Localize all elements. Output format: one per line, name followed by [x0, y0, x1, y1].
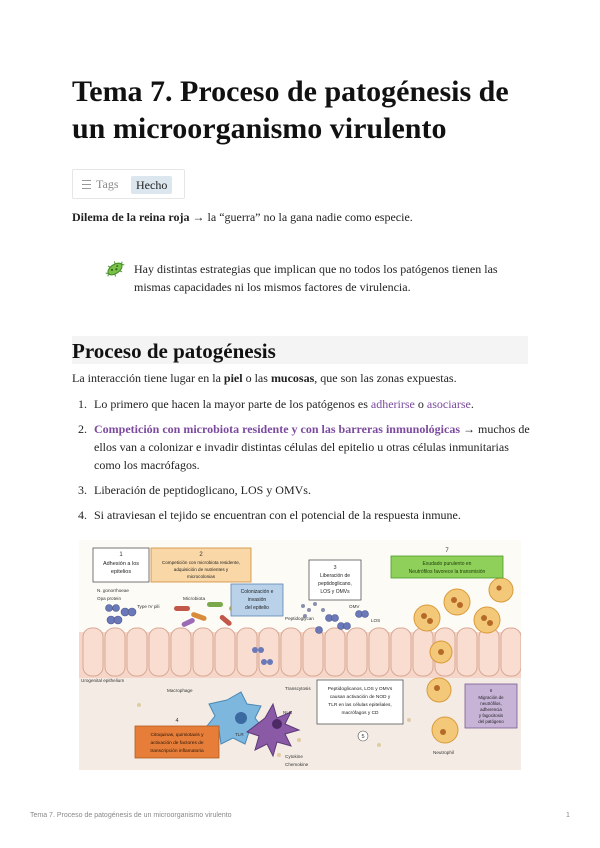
list-item	[72, 420, 532, 474]
fig-lbl-peptidoglycan: Peptidoglycan	[285, 616, 314, 621]
term-asociarse: asociarse	[426, 397, 471, 411]
item-text: Si atraviesan el tejido se encuentran con el potencial de la respuesta inmune.	[94, 508, 461, 522]
pathogenesis-figure	[79, 540, 521, 770]
list-item	[72, 481, 532, 499]
list-number: 3.	[78, 483, 87, 497]
intro-mid: o las	[242, 371, 271, 385]
fig-pep-l1: Peptidoglicanos, LOS y OMVs	[327, 687, 393, 692]
fig-lbl-chemokine: Chemokine	[285, 762, 309, 767]
fig-box1-l1: Adhesión a los	[102, 561, 140, 567]
fig-box6-l1: Migración de	[478, 695, 504, 700]
fig-box6-l3: adherencia	[480, 707, 502, 712]
fig-num5: 5	[361, 734, 365, 740]
dilema-text: la “guerra” no la gana nadie como especie.	[204, 210, 413, 224]
fig-lbl-neutrophil: Neutrophil	[433, 750, 454, 755]
intro-piel: piel	[223, 371, 243, 385]
fig-box4-l3: transcripción inflamatoria	[150, 749, 204, 754]
callout-text: Hay distintas estrategias que implican que no todos los patógenos tienen las mismas capacidades ni los mismos factores de virulencia.	[134, 262, 498, 294]
term-competicion: Competición con microbiota residente y con las barreras inmunológicas	[94, 422, 460, 436]
fig-box3-num: 3	[333, 565, 337, 571]
fig-lbl-omv: OMV	[349, 604, 360, 609]
fig-col-l1: Colonización e	[240, 589, 274, 595]
footer-title: Tema 7. Proceso de patogénesis de un microorganismo virulento	[30, 812, 232, 819]
fig-lbl-los: LOS	[371, 618, 381, 623]
intro-pre: La interacción tiene lugar en la	[72, 371, 224, 385]
fig-box2-l2: adquisición de nutrientes y	[173, 567, 229, 572]
fig-box2-num: 2	[199, 552, 203, 558]
fig-pep-l3: TLR en las células epiteliales,	[328, 703, 392, 708]
fig-col-l2: invasión	[247, 597, 267, 603]
fig-box6-num: 6	[489, 688, 493, 693]
fig-box4-l2: activación de factores de	[150, 741, 204, 746]
fig-lbl-opa: Opa protein	[97, 596, 122, 601]
fig-box6-l2: neutrófilos,	[480, 701, 502, 706]
fig-lbl-gonorrhoeae: N. gonorrhoeae	[97, 588, 129, 593]
fig-lbl-nlr: NLR	[283, 710, 293, 715]
microbe-icon	[104, 258, 126, 280]
fig-lbl-tlr: TLR	[235, 732, 244, 737]
item-text: .	[470, 397, 474, 411]
fig-box6-l5: del patógeno	[478, 719, 504, 724]
item-text: Lo primero que hacen la mayor parte de los patógenos es	[94, 397, 371, 411]
fig-box6-l4: y fagocitosis	[478, 713, 504, 718]
list-item	[72, 395, 532, 413]
tags-label: Tags	[96, 177, 119, 191]
item-text: Liberación de peptidoglicano, LOS y OMVs.	[94, 483, 311, 497]
fig-lbl-epithelium: Urogenital epithelium	[81, 678, 125, 683]
fig-lbl-transcytosis: Transcytosis	[285, 686, 311, 691]
term-adherirse: adherirse	[370, 397, 415, 411]
fig-box4-num: 4	[175, 718, 179, 724]
fig-lbl-macrophage: Macrophage	[167, 688, 193, 693]
dilema-arrow: →	[192, 210, 205, 224]
intro-paragraph	[72, 369, 457, 387]
fig-pep-l4: macrófagos y CD	[341, 711, 379, 716]
list-item	[72, 506, 532, 524]
list-number: 4.	[78, 508, 87, 522]
fig-box1-num: 1	[119, 552, 123, 558]
fig-lbl-cytokine: Cytokine	[285, 754, 303, 759]
fig-col-l3: del epitelio	[245, 605, 269, 611]
item-text: o	[414, 397, 427, 411]
process-list	[72, 395, 532, 531]
intro-post: , que son las zonas expuestas.	[314, 371, 457, 385]
fig-box2-l3: microcolonias	[186, 574, 216, 579]
fig-box3-l3: LOS y OMVs	[320, 589, 350, 595]
fig-lbl-microbiota: Microbiota	[183, 597, 206, 602]
list-number: 1.	[78, 397, 87, 411]
fig-box3-l1: Liberación de	[319, 573, 351, 579]
fig-pep-l2: causan activación de NOD y	[329, 695, 391, 700]
tag-chip[interactable]: Hecho	[131, 176, 172, 194]
footer-page-number: 1	[566, 812, 570, 819]
dilema-term: Dilema de la reina roja	[72, 210, 190, 224]
fig-box3-l2: peptidoglicano,	[318, 581, 352, 587]
list-number: 2.	[78, 422, 87, 436]
dilema-paragraph	[72, 208, 413, 226]
fig-box7-l2: Neutrófilos favorece la transmisión	[408, 569, 486, 575]
fig-box7-l1: Exudado purulento en	[422, 561, 472, 567]
fig-lbl-pili: Type IV pili	[137, 604, 160, 609]
page-title: Tema 7. Proceso de patogénesis de un microorganismo virulento	[72, 75, 509, 145]
item-text: → muchos de ellos van a colonizar e invadir distintas células del epitelio u otras células inmunitarias como los macrófagos.	[94, 422, 530, 472]
intro-mucosas: mucosas	[270, 371, 315, 385]
fig-box1-l2: epitelios	[110, 569, 132, 575]
fig-box7-num: 7	[445, 548, 449, 554]
fig-box2-l1: Competición con microbiota residente,	[161, 560, 241, 565]
section-title: Proceso de patogénesis	[72, 339, 276, 363]
fig-box4-l1: Citoquinas, quimiotaxis y	[150, 733, 204, 738]
list-icon	[82, 180, 91, 189]
